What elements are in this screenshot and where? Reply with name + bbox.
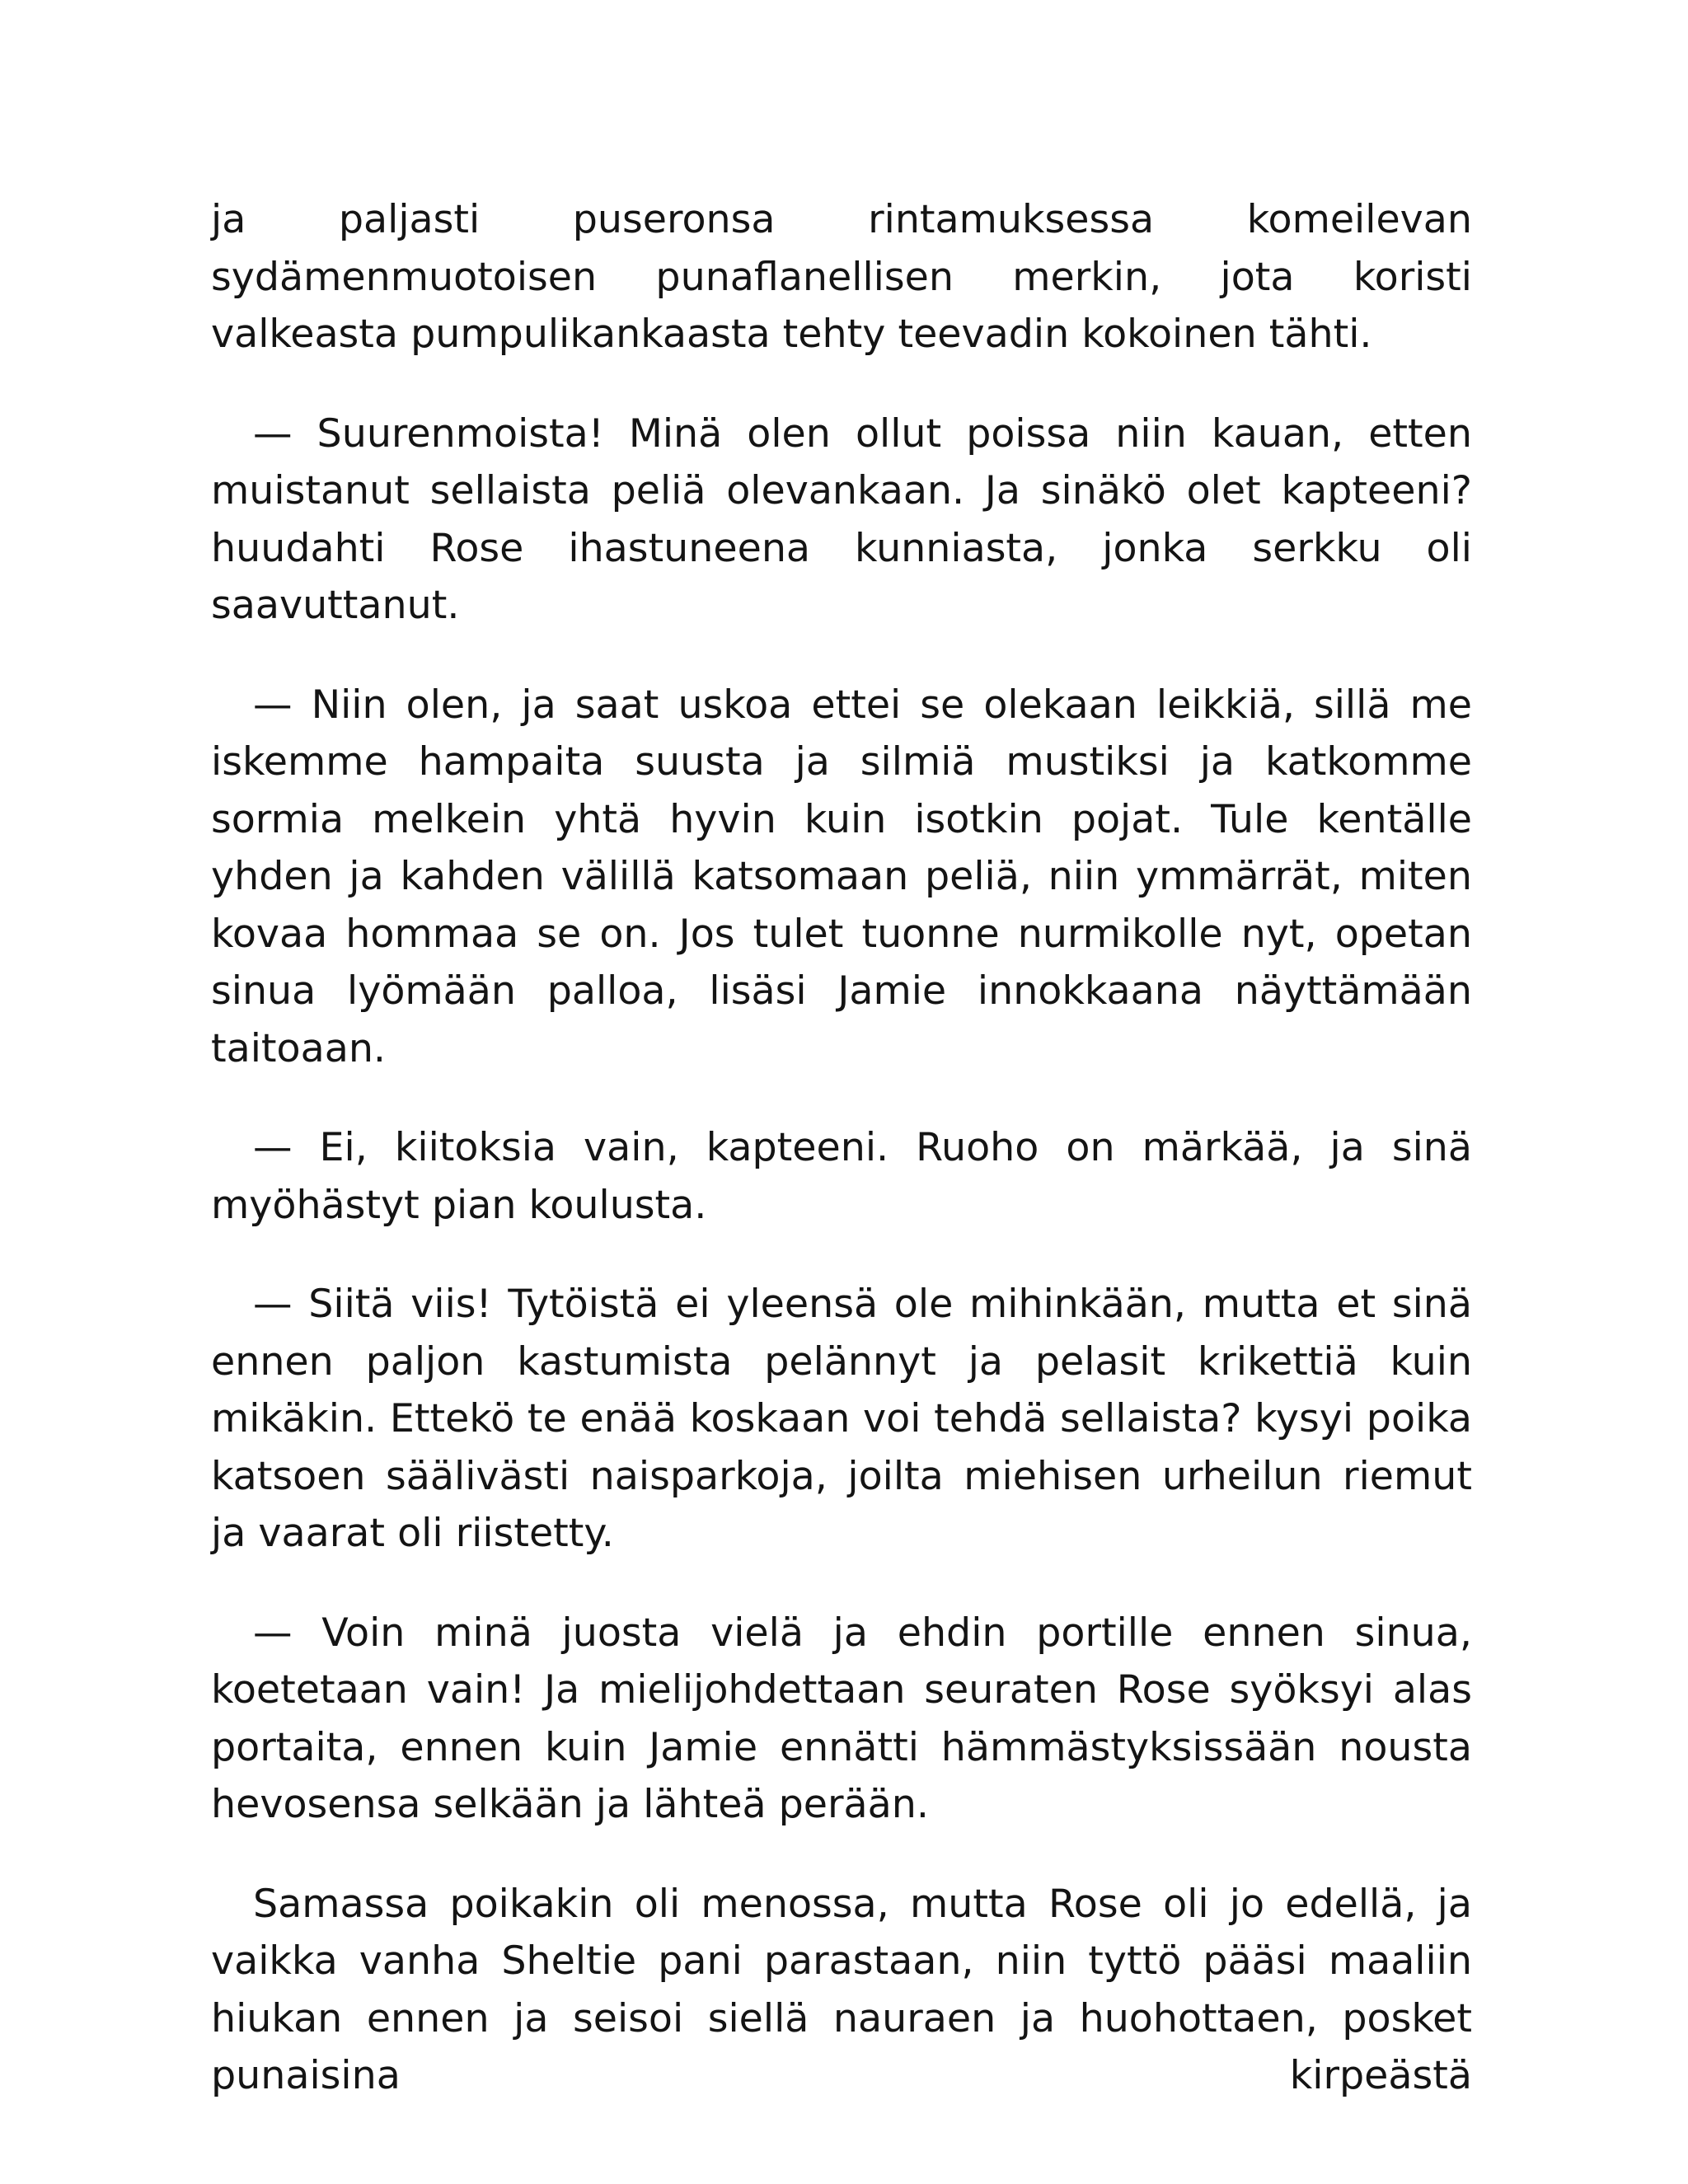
paragraph-2: — Suurenmoista! Minä olen ollut poissa niin kauan, etten muistanut sellaista peliä olevankaan. Ja sinäkö olet kapteeni? huudahti Rose ihastuneena kunniasta, jonka serkku oli saavuttanut.: [211, 410, 1472, 628]
paragraph-4: — Ei, kiitoksia vain, kapteeni. Ruoho on märkää, ja sinä myöhästyt pian koulusta.: [211, 1125, 1472, 1228]
paragraph-1: ja paljasti puseronsa rintamuksessa komeilevan sydämenmuotoisen punaflanellisen merkin, jota koristi valkeasta pumpulikankaasta tehty teevadin kokoinen tähti.: [211, 197, 1472, 357]
paragraph-3: — Niin olen, ja saat uskoa ettei se olekaan leikkiä, sillä me iskemme hampaita suusta ja silmiä mustiksi ja katkomme sormia melkein yhtä hyvin kuin isotkin pojat. Tule kentälle yhden ja kahden välillä katsomaan peliä, niin ymmärrät, miten kovaa hommaa se on. Jos tulet tuonne nurmikolle nyt, opetan sinua lyömään palloa, lisäsi Jamie innokkaana näyttämään taitoaan.: [211, 682, 1472, 1071]
body-text: [211, 191, 1472, 2105]
paragraph-5: — Siitä viis! Tytöistä ei yleensä ole mihinkään, mutta et sinä ennen paljon kastumista pelännyt ja pelasit krikettiä kuin mikäkin. Ettekö te enää koskaan voi tehdä sellaista? kysyi poika katsoen säälivästi naisparkoja, joilta miehisen urheilun riemut ja vaarat oli riistetty.: [211, 1282, 1472, 1556]
paragraph-7: Samassa poikakin oli menossa, mutta Rose oli jo edellä, ja vaikka vanha Sheltie pani parastaan, niin tyttö pääsi maaliin hiukan ennen ja seisoi siellä nauraen ja huohottaen, posket punaisina kirpeästä: [211, 1881, 1472, 2098]
paragraph-6: — Voin minä juosta vielä ja ehdin portille ennen sinua, koetetaan vain! Ja mielijohdettaan seuraten Rose syöksyi alas portaita, ennen kuin Jamie ennätti hämmästyksissään nousta hevosensa selkään ja lähteä perään.: [211, 1610, 1472, 1827]
